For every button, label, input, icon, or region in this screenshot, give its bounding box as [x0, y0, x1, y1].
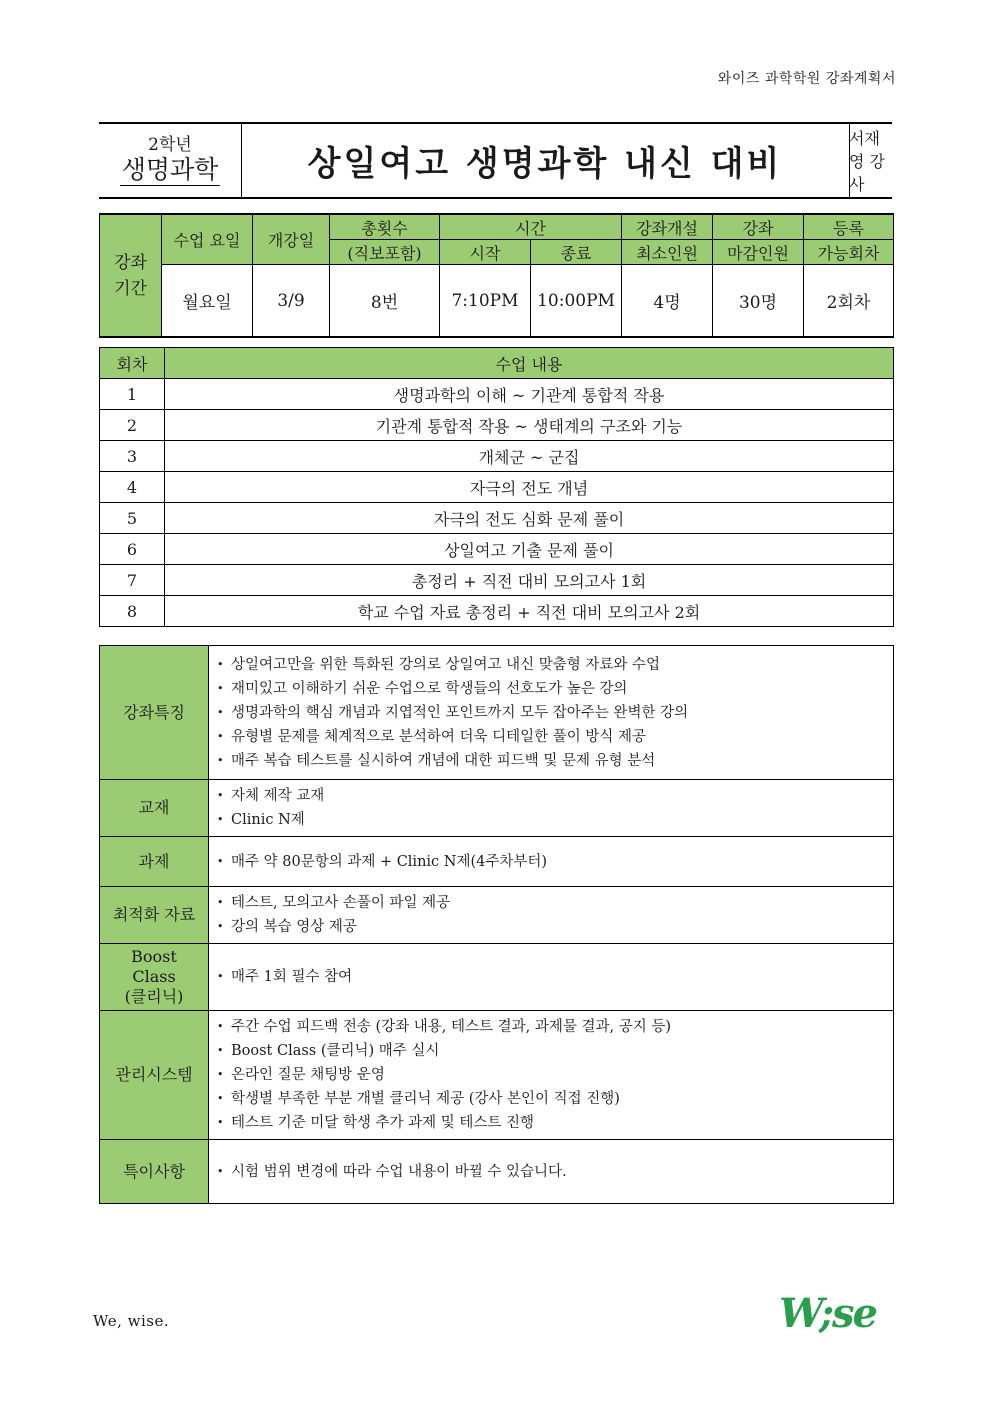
feature-item-text: 자체 제작 교재 [231, 788, 325, 804]
feature-item-text: 매주 1회 필수 참여 [231, 969, 353, 985]
feature-item-text: Boost Class (클리닉) 매주 실시 [231, 1043, 440, 1059]
feature-row [100, 837, 894, 887]
feature-item [217, 891, 885, 915]
bullet: • [217, 729, 224, 743]
subject-label: 생명과학 [121, 155, 219, 184]
feature-content [209, 1011, 894, 1140]
header-max-top: 강좌 [713, 214, 804, 240]
feature-row [100, 1140, 894, 1204]
feature-item [217, 1111, 885, 1135]
header-min-bottom: 최소인원 [622, 240, 713, 265]
header-reg-bottom: 가능회차 [804, 240, 894, 265]
schedule-row [100, 379, 894, 410]
course-features-table [99, 645, 894, 1204]
bullet: • [217, 705, 224, 719]
schedule-table [99, 347, 894, 627]
feature-item [217, 1039, 885, 1063]
header-start-date: 개강일 [253, 214, 330, 265]
grade-subject [99, 124, 242, 197]
feature-item-text: 강의 복습 영상 제공 [231, 919, 357, 935]
feature-item-text: 재미있고 이해하기 쉬운 수업으로 학생들의 선호도가 높은 강의 [231, 680, 628, 697]
header-day: 수업 요일 [162, 214, 253, 265]
bullet: • [217, 1164, 224, 1178]
schedule-session-content: 생명과학의 이해 ~ 기관계 통합적 작용 [165, 379, 894, 410]
bullet: • [217, 813, 224, 826]
feature-label-line: Boost [131, 947, 177, 966]
bullet: • [217, 1044, 224, 1057]
feature-row [100, 780, 894, 837]
value-time-start: 7:10PM [440, 265, 531, 338]
feature-content [209, 887, 894, 944]
header-reg-top: 등록 [804, 214, 894, 240]
header-sessions-top: 총횟수 [330, 214, 440, 240]
bullet: • [217, 1068, 224, 1081]
header-time-end: 종료 [531, 240, 622, 265]
feature-row [100, 887, 894, 944]
feature-item [217, 725, 885, 749]
value-time-end: 10:00PM [531, 265, 622, 338]
feature-label: 최적화 자료 [100, 887, 209, 944]
bullet: • [217, 1092, 224, 1105]
feature-content [209, 837, 894, 887]
feature-item-text: 매주 복습 테스트를 실시하여 개념에 대한 피드백 및 문제 유형 분석 [231, 752, 656, 769]
feature-item-text: 테스트 기준 미달 학생 추가 과제 및 테스트 진행 [231, 1115, 535, 1131]
feature-item-text: 유형별 문제를 체계적으로 분석하여 더욱 디테일한 풀이 방식 제공 [231, 728, 647, 745]
footer-slogan: We, wise. [93, 1312, 170, 1330]
value-min: 4명 [622, 265, 713, 338]
schedule-header-session: 회차 [100, 348, 165, 379]
bullet: • [217, 681, 224, 695]
header-max-bottom: 마감인원 [713, 240, 804, 265]
header-min-top: 강좌개설 [622, 214, 713, 240]
bullet: • [217, 920, 224, 933]
document-header: 와이즈 과학학원 강좌계획서 [717, 71, 896, 87]
header-sessions-bottom: (직보포함) [330, 240, 440, 265]
feature-row [100, 944, 894, 1011]
bullet: • [217, 1116, 224, 1129]
bullet: • [217, 854, 224, 868]
feature-item-text: 상일여고만을 위한 특화된 강의로 상일여고 내신 맞춤형 자료와 수업 [231, 656, 661, 673]
feature-item [217, 1015, 885, 1039]
schedule-session-number: 7 [100, 565, 165, 596]
value-start-date: 3/9 [253, 265, 330, 338]
schedule-row [100, 534, 894, 565]
feature-item-text: 온라인 질문 채팅방 운영 [231, 1067, 385, 1083]
feature-item [217, 677, 885, 701]
feature-item [217, 850, 885, 874]
schedule-session-number: 2 [100, 410, 165, 441]
schedule-session-number: 3 [100, 441, 165, 472]
feature-item [217, 1087, 885, 1111]
feature-label: 과제 [100, 837, 209, 887]
value-max: 30명 [713, 265, 804, 338]
schedule-session-number: 4 [100, 472, 165, 503]
schedule-row [100, 503, 894, 534]
feature-label: 특이사항 [100, 1140, 209, 1204]
bullet: • [217, 970, 224, 983]
feature-item-text: 매주 약 80문항의 과제 + Clinic N제(4주차부터) [231, 853, 548, 870]
feature-item-text: 생명과학의 핵심 개념과 지엽적인 포인트까지 모두 잡아주는 완벽한 강의 [231, 704, 689, 721]
feature-item [217, 965, 885, 989]
header-time-start: 시작 [440, 240, 531, 265]
feature-label: 교재 [100, 780, 209, 837]
value-day: 월요일 [162, 265, 253, 338]
feature-item [217, 653, 885, 677]
schedule-row [100, 596, 894, 627]
value-reg: 2회차 [804, 265, 894, 338]
bullet: • [217, 789, 224, 802]
feature-content [209, 944, 894, 1011]
bullet: • [217, 753, 224, 767]
bullet: • [217, 657, 224, 671]
feature-item-text: 시험 범위 변경에 따라 수업 내용이 바뀔 수 있습니다. [231, 1163, 567, 1180]
course-title: 상일여고 생명과학 내신 대비 [241, 124, 850, 197]
feature-item [217, 701, 885, 725]
schedule-session-content: 개체군 ~ 군집 [165, 441, 894, 472]
course-period-label: 강좌 기간 [100, 214, 162, 337]
feature-content [209, 780, 894, 837]
feature-content [209, 1140, 894, 1204]
feature-item-text: Clinic N제 [231, 812, 305, 828]
value-sessions: 8번 [330, 265, 440, 338]
instructor-name: 서재영 강사 [849, 129, 885, 194]
feature-item [217, 749, 885, 773]
schedule-row [100, 565, 894, 596]
schedule-session-number: 8 [100, 596, 165, 627]
schedule-session-content: 상일여고 기출 문제 풀이 [165, 534, 894, 565]
feature-item-text: 테스트, 모의고사 손풀이 파일 제공 [231, 895, 451, 911]
feature-item [217, 1063, 885, 1087]
feature-item-text: 학생별 부족한 부분 개별 클리닉 제공 (강사 본인이 직접 진행) [231, 1091, 620, 1107]
feature-label: 관리시스템 [100, 1011, 209, 1140]
schedule-header-content: 수업 내용 [165, 348, 894, 379]
feature-item-text: 주간 수업 피드백 전송 (강좌 내용, 테스트 결과, 과제물 결과, 공지 등) [231, 1019, 672, 1035]
schedule-session-number: 6 [100, 534, 165, 565]
schedule-session-content: 자극의 전도 심화 문제 풀이 [165, 503, 894, 534]
feature-item [217, 808, 885, 832]
feature-content [209, 646, 894, 780]
course-info-table [99, 213, 894, 338]
feature-row [100, 646, 894, 780]
schedule-session-content: 자극의 전도 개념 [165, 472, 894, 503]
title-block [99, 122, 892, 199]
feature-row [100, 1011, 894, 1140]
grade-label: 2학년 [148, 135, 192, 155]
schedule-row [100, 410, 894, 441]
schedule-session-content: 총정리 + 직전 대비 모의고사 1회 [165, 565, 894, 596]
schedule-session-number: 1 [100, 379, 165, 410]
feature-label [100, 944, 209, 1011]
feature-item [217, 915, 885, 939]
bullet: • [217, 1020, 224, 1033]
feature-label-line: (클리닉) [124, 987, 184, 1006]
feature-label: 강좌특징 [100, 646, 209, 780]
header-time: 시간 [440, 214, 622, 240]
schedule-row [100, 441, 894, 472]
logo-text: W;se [779, 1291, 876, 1333]
schedule-session-number: 5 [100, 503, 165, 534]
feature-item [217, 1160, 885, 1184]
schedule-session-content: 기관계 통합적 작용 ~ 생태계의 구조와 기능 [165, 410, 894, 441]
feature-label-line: Class [132, 967, 176, 986]
wise-logo [778, 1291, 896, 1333]
schedule-session-content: 학교 수업 자료 총정리 + 직전 대비 모의고사 2회 [165, 596, 894, 627]
bullet: • [217, 896, 224, 909]
feature-item [217, 784, 885, 808]
schedule-row [100, 472, 894, 503]
